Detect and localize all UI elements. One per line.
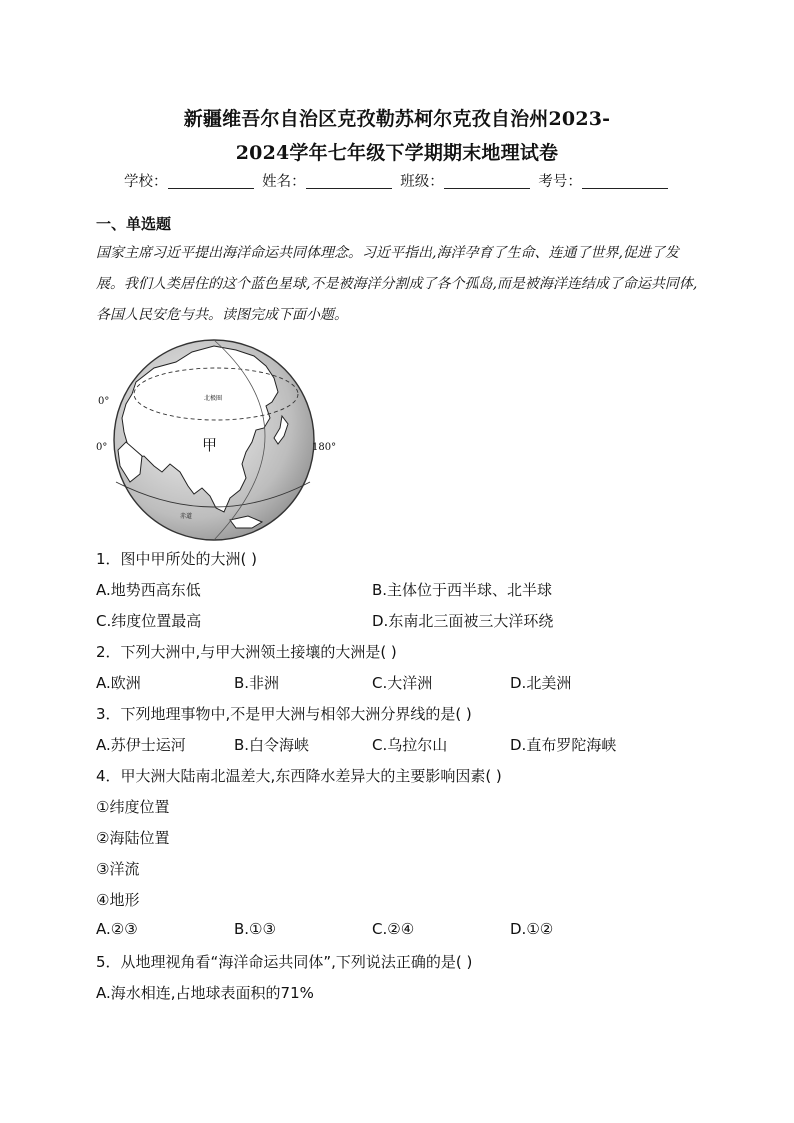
lon-label-top-left: 0° [98, 396, 110, 407]
exam-no-blank[interactable] [582, 174, 668, 189]
q4-option-b[interactable]: B.①③ [234, 920, 276, 938]
school-blank[interactable] [168, 174, 254, 189]
name-label: 姓名： [262, 174, 306, 190]
arctic-circle-label: 北极圈 [204, 395, 223, 402]
q2-option-a[interactable]: A.欧洲 [96, 674, 141, 692]
question-4-stem: 4．甲大洲大陆南北温差大,东西降水差异大的主要影响因素( ) [96, 767, 502, 785]
globe-map [96, 332, 342, 548]
class-label: 班级： [400, 174, 444, 190]
q4-item-3: ③洋流 [96, 860, 140, 878]
q3-option-b[interactable]: B.白令海峡 [234, 736, 310, 754]
q2-option-b[interactable]: B.非洲 [234, 674, 280, 692]
lon-label-right: 180° [312, 442, 337, 453]
q4-option-d[interactable]: D.①② [510, 920, 554, 938]
question-2-stem: 2．下列大洲中,与甲大洲领土接壤的大洲是( ) [96, 643, 397, 661]
q4-option-c[interactable]: C.②④ [372, 920, 415, 938]
q3-option-d[interactable]: D.直布罗陀海峡 [510, 736, 617, 754]
class-blank[interactable] [444, 174, 530, 189]
name-blank[interactable] [306, 174, 392, 189]
q3-option-c[interactable]: C.乌拉尔山 [372, 736, 448, 754]
q1-option-c[interactable]: C.纬度位置最高 [96, 612, 202, 630]
lon-label-left: 0° [96, 442, 108, 453]
intro-paragraph: 国家主席习近平提出海洋命运共同体理念。习近平指出,海洋孕育了生命、连通了世界,促进了发展。我们人类居住的这个蓝色星球,不是被海洋分割成了各个孤岛,而是被海洋连结成了命运共同体,各国人民安危与共。读图完成下面小题。 [96, 245, 698, 323]
globe-svg [96, 332, 342, 548]
q4-option-a[interactable]: A.②③ [96, 920, 138, 938]
q4-item-1: ①纬度位置 [96, 798, 170, 816]
exam-title-line2: 2024学年七年级下学期期末地理试卷 [235, 142, 559, 164]
school-label: 学校： [124, 174, 168, 190]
q4-item-4: ④地形 [96, 891, 140, 909]
q2-option-d[interactable]: D.北美洲 [510, 674, 572, 692]
q4-item-2: ②海陆位置 [96, 829, 170, 847]
q3-option-a[interactable]: A.苏伊士运河 [96, 736, 186, 754]
q2-option-c[interactable]: C.大洋洲 [372, 674, 433, 692]
question-3-stem: 3．下列地理事物中,不是甲大洲与相邻大洲分界线的是( ) [96, 705, 472, 723]
question-5-stem: 5．从地理视角看“海洋命运共同体”,下列说法正确的是( ) [96, 953, 473, 971]
continent-label-jia: 甲 [202, 436, 218, 454]
student-info-row [124, 170, 672, 191]
exam-title-line1: 新疆维吾尔自治区克孜勒苏柯尔克孜自治州2023- [183, 108, 611, 130]
section-title: 一、单选题 [96, 215, 172, 233]
q5-option-a[interactable]: A.海水相连,占地球表面积的71% [96, 984, 314, 1002]
equator-label: 赤道 [180, 513, 193, 520]
exam-no-label: 考号： [538, 174, 582, 190]
q1-option-d[interactable]: D.东南北三面被三大洋环绕 [372, 612, 554, 630]
q1-option-b[interactable]: B.主体位于西半球、北半球 [372, 581, 553, 599]
q1-option-a[interactable]: A.地势西高东低 [96, 581, 201, 599]
question-1-stem: 1．图中甲所处的大洲( ) [96, 550, 258, 568]
